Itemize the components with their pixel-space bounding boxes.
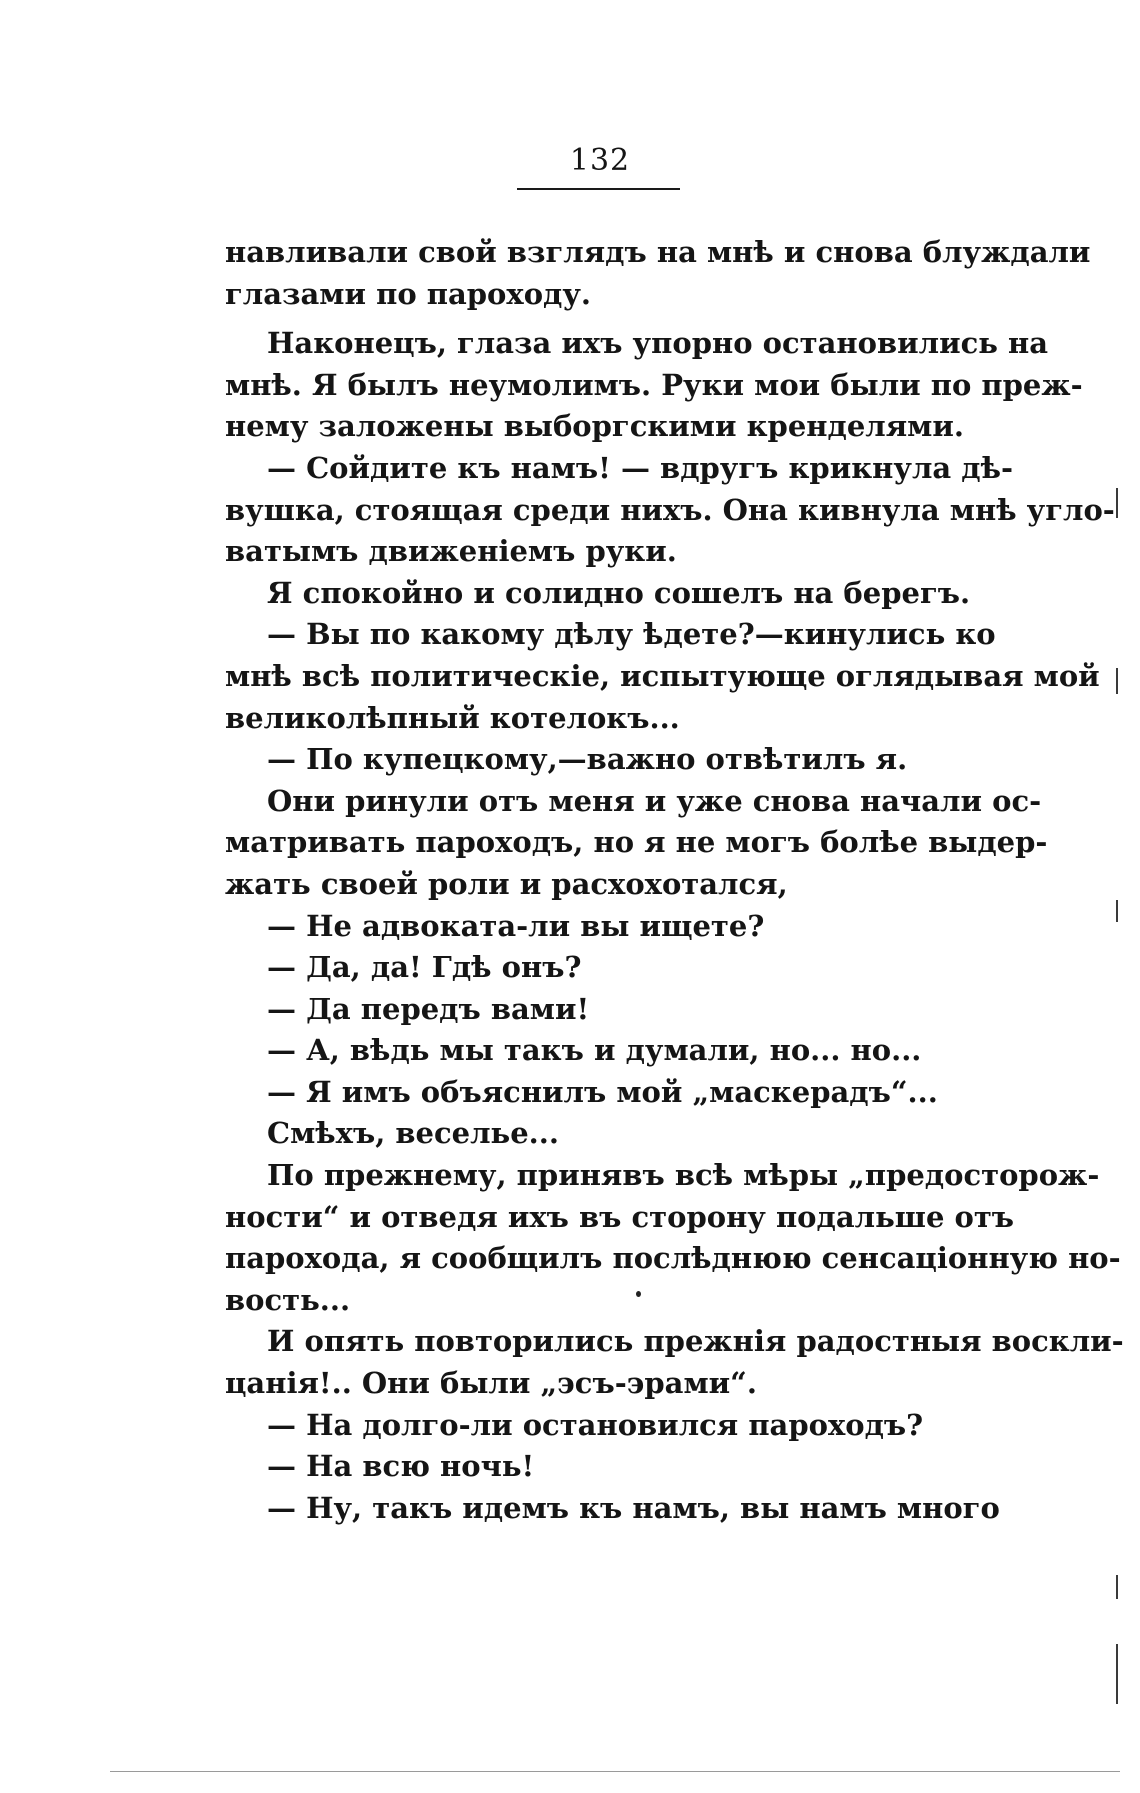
- text-line: мнѣ. Я былъ неумолимъ. Руки мои были по преж-: [225, 367, 1083, 402]
- text-line: Я спокойно и солидно сошелъ на берегъ.: [267, 575, 971, 610]
- scan-mark: [1116, 668, 1118, 694]
- text-line: мнѣ всѣ политическіе, испытующе оглядывая мой: [225, 658, 1100, 693]
- text-line: Они ринули отъ меня и уже снова начали ос-: [267, 783, 1042, 818]
- text-line: — Да передъ вами!: [267, 991, 590, 1026]
- text-line: глазами по пароходу.: [225, 276, 592, 311]
- text-line: Наконецъ, глаза ихъ упорно остановились на: [267, 326, 1049, 361]
- text-line: — На всю ночь!: [267, 1449, 535, 1484]
- text-line: матривать пароходъ, но я не могъ болѣе выдер-: [225, 825, 1048, 860]
- text-line: нему заложены выборгскими кренделями.: [225, 409, 964, 444]
- page-number: 132: [569, 143, 631, 178]
- scan-mark: [1116, 1644, 1118, 1704]
- text-line: — На долго-ли остановился пароходъ?: [267, 1407, 924, 1442]
- body-text: [225, 232, 1124, 1529]
- text-line: великолѣпный котелокъ...: [225, 700, 680, 735]
- text-line: ности“ и отведя ихъ въ сторону подальше отъ: [225, 1199, 1015, 1234]
- text-line: — Ну, такъ идемъ къ намъ, вы намъ много: [267, 1490, 1000, 1525]
- text-line: — Вы по какому дѣлу ѣдете?—кинулись ко: [267, 617, 996, 652]
- text-line: И опять повторились прежнія радостныя воскли-: [267, 1324, 1124, 1359]
- scan-mark: [1116, 900, 1118, 922]
- text-line: вость...: [225, 1282, 351, 1317]
- text-line: — Сойдите къ намъ! — вдругъ крикнула дѣ-: [267, 450, 1014, 485]
- text-line: — По купецкому,—важно отвѣтилъ я.: [267, 742, 908, 777]
- text-line: — Я имъ объяснилъ мой „маскерадъ“...: [267, 1074, 938, 1109]
- scan-mark: [1116, 1575, 1118, 1599]
- text-line: — Не адвоката-ли вы ищете?: [267, 908, 765, 943]
- text-line: ватымъ движеніемъ руки.: [225, 534, 677, 569]
- text-line: — Да, да! Гдѣ онъ?: [267, 950, 582, 985]
- text-line: Смѣхъ, веселье...: [267, 1116, 559, 1151]
- text-line: вушка, стоящая среди нихъ. Она кивнула мнѣ угло-: [225, 492, 1115, 527]
- scan-edge: [110, 1771, 1120, 1772]
- text-line: парохода, я сообщилъ послѣднюю сенсаціонную но-: [225, 1241, 1121, 1276]
- ink-speck: [636, 1291, 641, 1297]
- text-line: — А, вѣдь мы такъ и думали, но... но...: [267, 1033, 922, 1068]
- text-line: По прежнему, принявъ всѣ мѣры „предосторож-: [267, 1158, 1100, 1193]
- text-line: навливали свой взглядъ на мнѣ и снова блуждали: [225, 235, 1091, 269]
- text-line: жать своей роли и расхохотался,: [225, 866, 788, 901]
- header-rule: [517, 188, 680, 190]
- scan-mark: [1116, 488, 1118, 518]
- text-line: цанія!.. Они были „эсъ-эрами“.: [225, 1366, 757, 1401]
